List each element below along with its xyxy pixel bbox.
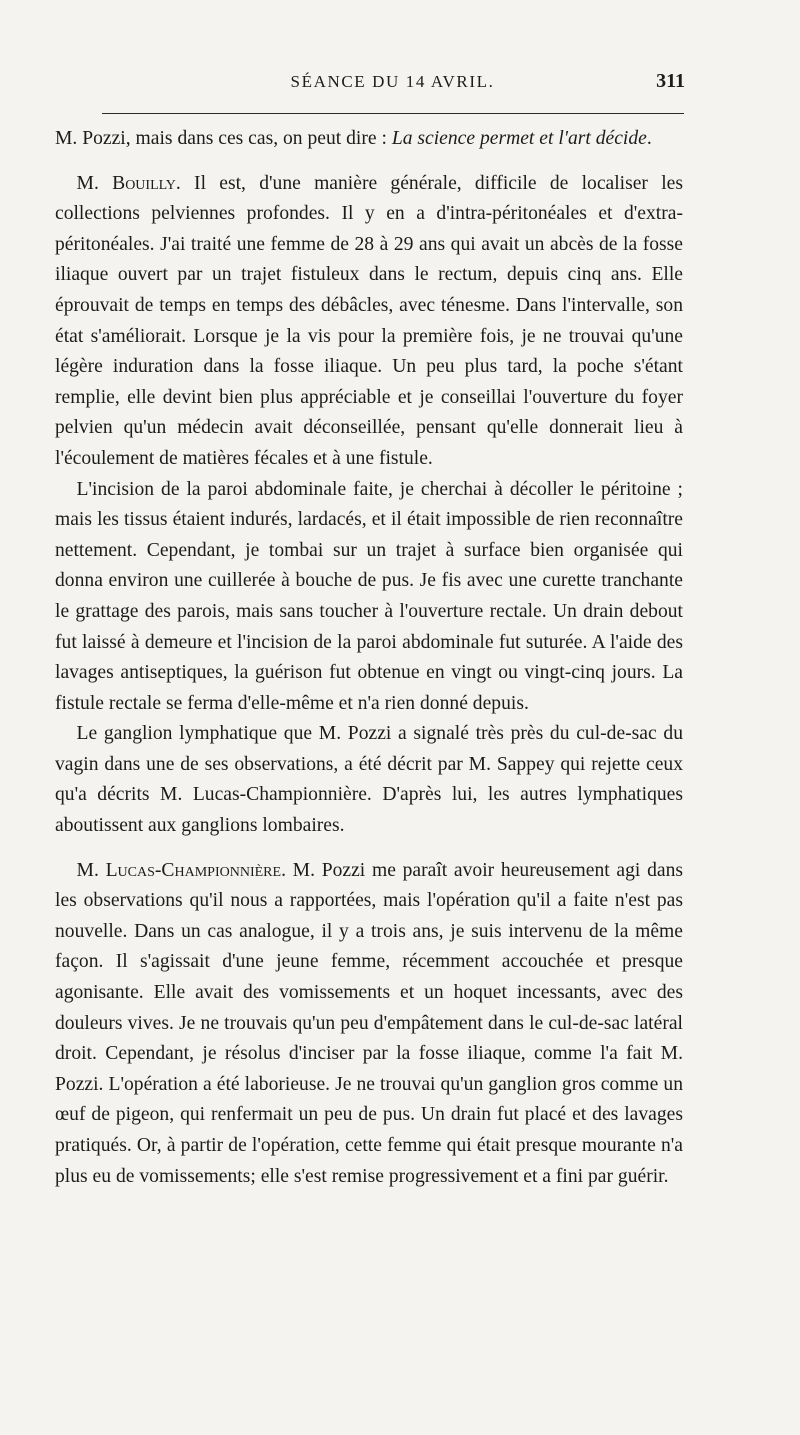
paragraph-text: . Il est, d'une manière générale, difficile de localiser les collections pelviennes profondes. Il y en a d'intra-péritonéales et d'extra-péritonéales. J'ai traité une femme de 28 à 29 ans qui avait un abcès de la fosse iliaque ouvert par un trajet fistuleux dans le rectum, depuis cinq ans. Elle éprouvait de temps en temps des débâcles, avec ténesme. Dans l'intervalle, son état s'améliorait. Lorsque je la vis pour la première fois, je ne trouvai qu'une légère induration dans la fosse iliaque. Un peu plus tard, la poche s'étant remplie, elle devint bien plus appréciable et je conseillai l'ouverture du foyer pelvien qu'un médecin avait déconseillée, pensant qu'elle donnerait lieu à l'écoulement de matières fécales et à une fistule. xyxy=(55,172,683,469)
running-head xyxy=(100,72,685,102)
speaker-name: Bouilly xyxy=(112,172,176,194)
paragraph-text: . M. Pozzi me paraît avoir heureusement agi dans les observations qu'il nous a rapportées, mais l'opération qu'il a faite n'est pas nouvelle. Dans un cas analogue, il y a trois ans, je suis intervenu de la même façon. Il s'agissait d'une jeune femme, récemment accouchée et presque agonisante. Elle avait des vomissements et un hoquet incessants, avec des douleurs vives. Je ne trouvais qu'un peu d'empâtement dans le cul-de-sac latéral droit. Cependant, je résolus d'inciser par la fosse iliaque, comme l'a fait M. Pozzi. L'opération a été laborieuse. Je ne trouvai qu'un ganglion gros comme un œuf de pigeon, qui renfermait un peu de pus. Un drain fut placé et des lavages pratiqués. Or, à partir de l'opération, cette femme qui était presque mourante n'a plus eu de vomissements; elle s'est remise progressivement et a fini par guérir. xyxy=(55,859,683,1187)
header-rule xyxy=(102,113,684,114)
paragraph-ganglion xyxy=(55,719,683,841)
speaker-name: Lucas-Championnière xyxy=(105,859,282,881)
running-title: SÉANCE DU 14 AVRIL. xyxy=(290,72,495,91)
paragraph-lucas-championniere xyxy=(55,856,683,1193)
paragraph-bouilly xyxy=(55,169,683,475)
body-text xyxy=(55,124,683,1192)
speaker-title: M. xyxy=(76,172,113,194)
speaker-title: M. xyxy=(76,859,106,881)
paragraph-lead: M. Pozzi, mais dans ces cas, on peut dire : xyxy=(55,128,392,149)
paragraph-incision xyxy=(55,475,683,720)
paragraph-text: L'incision de la paroi abdominale faite, je cherchai à décoller le péritoine ; mais les tissus étaient indurés, lardacés, et il était impossible de rien reconnaître nettement. Cependant, je tombai sur un trajet à surface bien organisée qui donna environ une cuillerée à bouche de pus. Je fis avec une curette tranchante le grattage des parois, mais sans toucher à l'ouverture rectale. Un drain debout fut laissé à demeure et l'incision de la paroi abdominale fut suturée. A l'aide des lavages antiseptiques, la guérison fut obtenue en vingt ou vingt-cinq jours. La fistule rectale se ferma d'elle-même et n'a rien donné depuis. xyxy=(55,478,683,714)
paragraph-continuation xyxy=(55,124,683,155)
paragraph-tail: . xyxy=(646,128,652,149)
quotation: La science permet et l'art décide xyxy=(391,128,647,149)
paragraph-text: Le ganglion lymphatique que M. Pozzi a signalé très près du cul-de-sac du vagin dans une de ses observations, a été décrit par M. Sappey qui rejette ceux qu'a décrits M. Lucas-Championnière. D'après lui, les autres lymphatiques aboutissent aux ganglions lombaires. xyxy=(55,723,683,837)
page-number: 311 xyxy=(656,70,685,92)
